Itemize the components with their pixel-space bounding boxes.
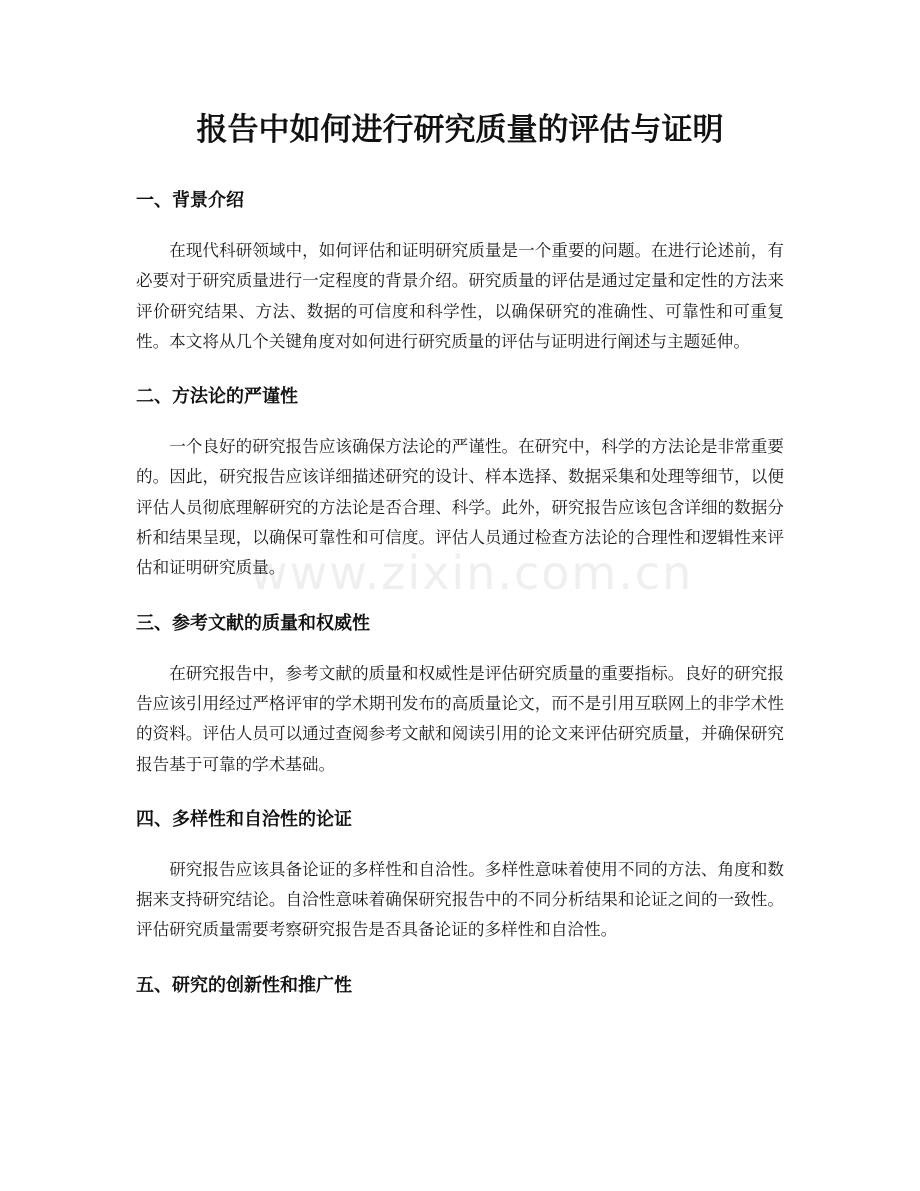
watermark: www.zixin.com.cn [250,546,694,600]
section-heading: 一、背景介绍 [136,190,244,211]
section-background [136,186,784,382]
section-paragraph: 一个良好的研究报告应该确保方法论的严谨性。在研究中，科学的方法论是非常重要的。因此，研究报告应该详细描述研究的设计、样本选择、数据采集和处理等细节，以便评估人员彻底理解研究的方法论是否合理、科学。此外，研究报告应该包含详细的数据分析和结果呈现，以确保可靠性和可信度。评估人员通过检查方法论的合理性和逻辑性来评估和证明研究质量。 [136,437,784,578]
section-paragraph: 在研究报告中，参考文献的质量和权威性是评估研究质量的重要指标。良好的研究报告应该引用经过严格评审的学术期刊发布的高质量论文，而不是引用互联网上的非学术性的资料。评估人员可以通过查阅参考文献和阅读引用的论文来评估研究质量，并确保研究报告基于可靠的学术基础。 [136,663,784,774]
section-innovation [136,971,784,1001]
section-paragraph: 研究报告应该具备论证的多样性和自洽性。多样性意味着使用不同的方法、角度和数据来支持研究结论。自洽性意味着确保研究报告中的不同分析结果和论证之间的一致性。评估研究质量需要考察研究报告是否具备论证的多样性和自洽性。 [136,859,784,940]
page-title: 报告中如何进行研究质量的评估与证明 [196,112,724,148]
section-references [136,609,784,805]
section-heading: 二、方法论的严谨性 [136,386,298,408]
section-heading: 四、多样性和自洽性的论证 [136,808,352,830]
section-heading: 三、参考文献的质量和权威性 [136,612,370,634]
section-methodology [136,382,784,608]
section-argumentation [136,805,784,971]
section-paragraph: 在现代科研领域中，如何评估和证明研究质量是一个重要的问题。在进行论述前，有必要对于研究质量进行一定程度的背景介绍。研究质量的评估是通过定量和定性的方法来评价研究结果、方法、数据的可信度和科学性，以确保研究的准确性、可靠性和可重复性。本文将从几个关键角度对如何进行研究质量的评估与证明进行阐述与主题延伸。 [136,241,784,351]
section-heading: 五、研究的创新性和推广性 [136,974,352,996]
document-content [136,186,784,1001]
